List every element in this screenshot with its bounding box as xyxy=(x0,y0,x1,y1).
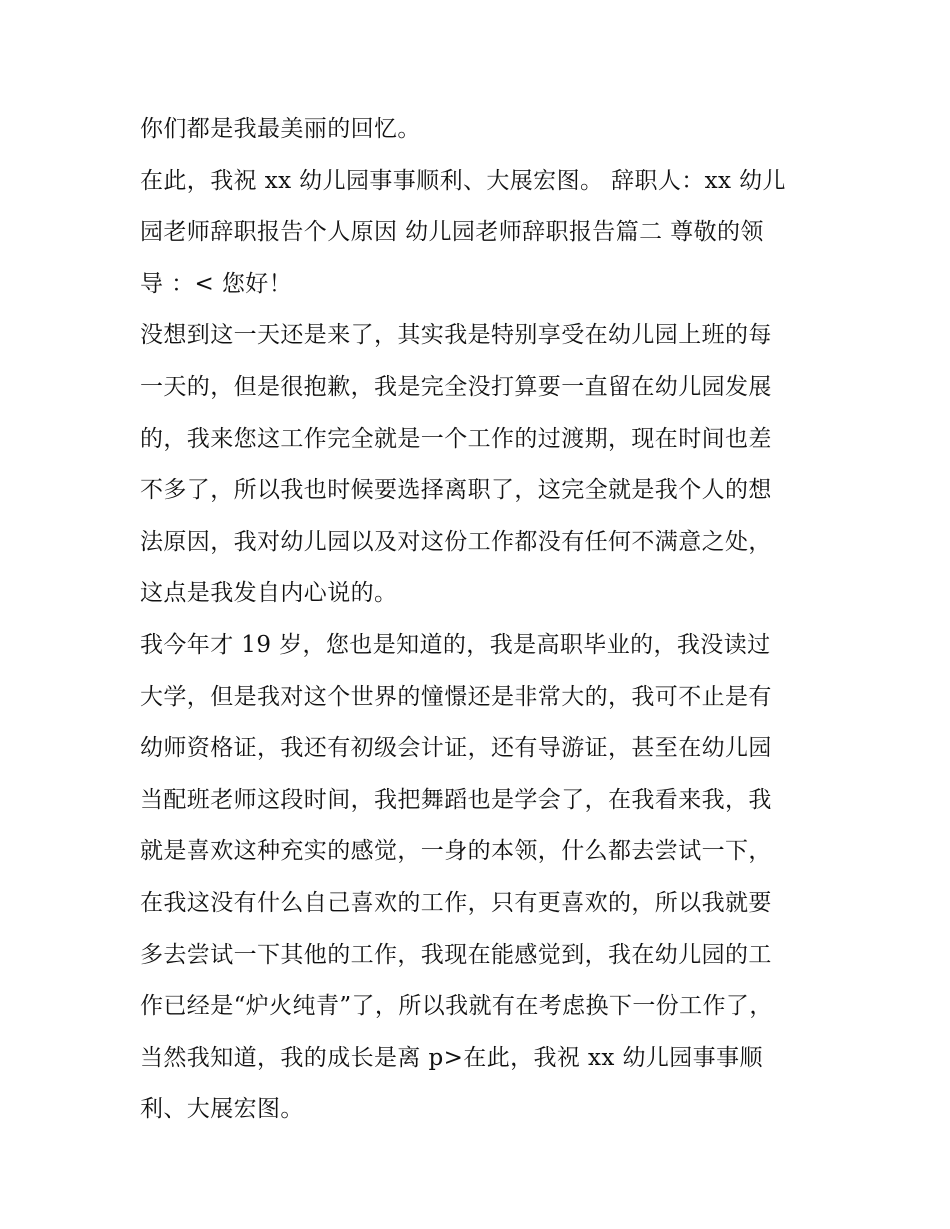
text-line: 没想到这一天还是来了，其实我是特别享受在幼儿园上班的每 xyxy=(140,322,772,349)
text-line: 不多了，所以我也时候要选择离职了，这完全就是我个人的想 xyxy=(140,477,772,504)
text-line: 当然我知道，我的成长是离 p>在此，我祝 xx 幼儿园事事顺 xyxy=(140,1044,763,1071)
text-line: 园老师辞职报告个人原因 幼儿园老师辞职报告篇二 尊敬的领 xyxy=(140,219,764,246)
text-line: 在我这没有什么自己喜欢的工作，只有更喜欢的，所以我就要 xyxy=(140,889,772,916)
text-line: 导 ：< 您好！ xyxy=(140,270,293,297)
text-line: 在此，我祝 xx 幼儿园事事顺利、大展宏图。 辞职人：xx 幼儿 xyxy=(140,167,786,194)
text-line: 幼师资格证，我还有初级会计证，还有导游证，甚至在幼儿园 xyxy=(140,735,772,762)
text-line: 你们都是我最美丽的回忆。 xyxy=(140,116,421,142)
document-body xyxy=(140,104,820,1136)
text-line: 作已经是“炉火纯青”了，所以我就有在考虑换下一份工作了， xyxy=(140,993,773,1020)
text-line: 当配班老师这段时间，我把舞蹈也是学会了，在我看来我，我 xyxy=(140,786,772,813)
text-line: 我今年才 19 岁，您也是知道的，我是高职毕业的，我没读过 xyxy=(140,631,771,658)
text-line: 这点是我发自内心说的。 xyxy=(140,580,398,607)
text-line: 大学，但是我对这个世界的憧憬还是非常大的，我可不止是有 xyxy=(140,683,772,710)
text-line: 多去尝试一下其他的工作，我现在能感觉到，我在幼儿园的工 xyxy=(140,941,772,968)
text-line: 的，我来您这工作完全就是一个工作的过渡期，现在时间也差 xyxy=(140,425,772,452)
text-line: 就是喜欢这种充实的感觉，一身的本领，什么都去尝试一下， xyxy=(140,838,772,865)
text-line: 法原因，我对幼儿园以及对这份工作都没有任何不满意之处， xyxy=(140,528,772,555)
text-line: 利、大展宏图。 xyxy=(140,1096,304,1123)
text-line: 一天的，但是很抱歉，我是完全没打算要一直留在幼儿园发展 xyxy=(140,373,772,400)
